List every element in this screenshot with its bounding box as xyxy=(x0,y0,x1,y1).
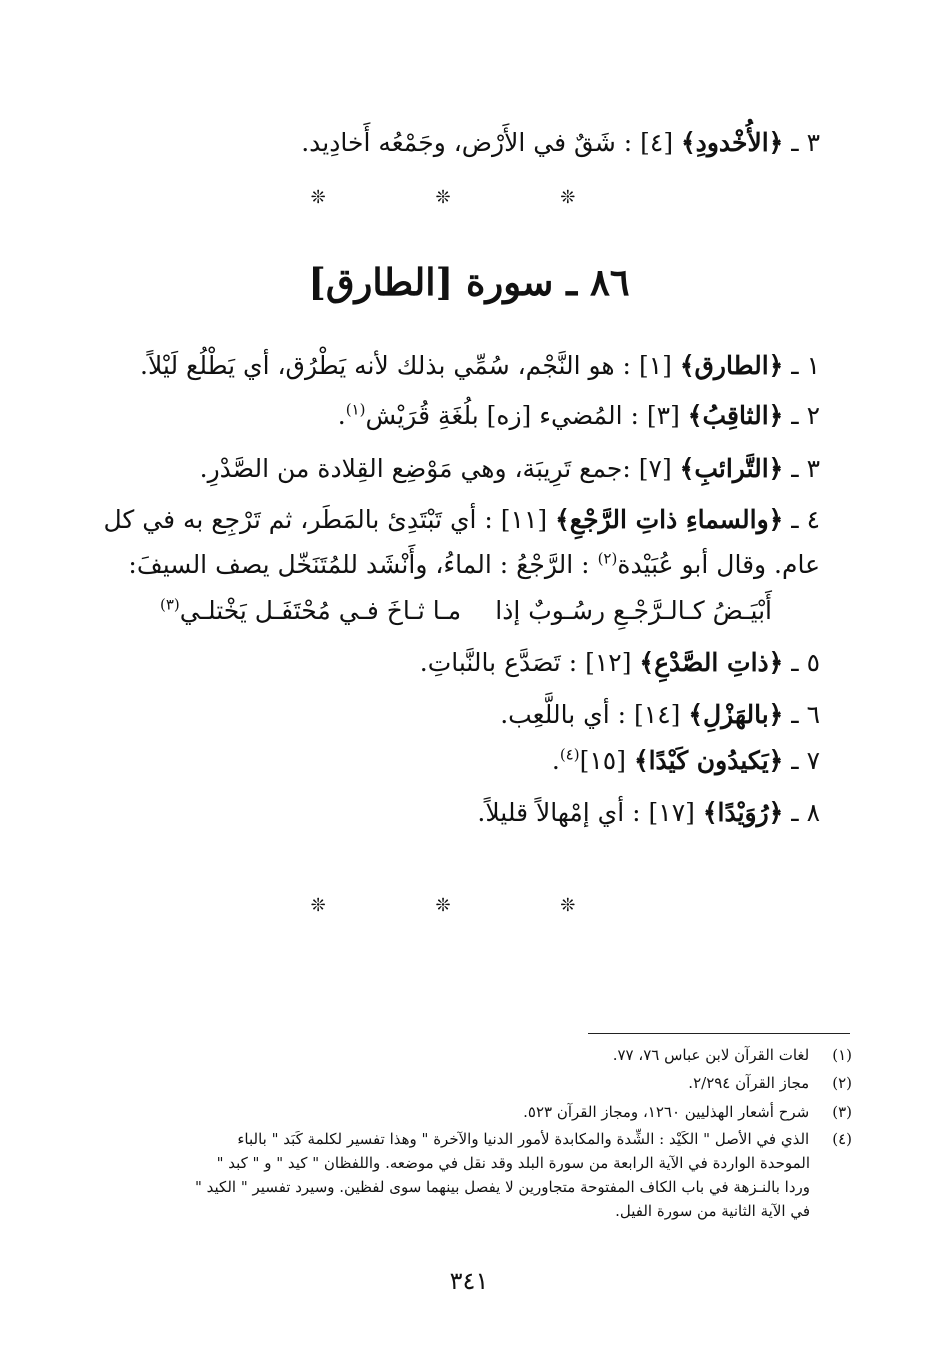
entry-text: :جمع تَرِيبَة، وهي مَوْضِع القِلادة من الصَّدْرِ. xyxy=(199,454,631,483)
footnote xyxy=(90,1044,852,1066)
poem-verse xyxy=(160,594,772,628)
footnote-continuation: في الآية الثانية من سورة الفيل. xyxy=(615,1202,810,1220)
footnote xyxy=(90,1101,852,1123)
verse-ref: [٤] xyxy=(640,128,674,157)
footnote-text: شرح أشعار الهذليين ١٢٦٠، ومجاز القرآن ٥٢٣. xyxy=(523,1103,810,1121)
quran-term: ﴿الثاقِبُ﴾ xyxy=(687,401,784,430)
entry-text: : هو النَّجْم، سُمِّي بذلك لأنه يَطْرُق، أي يَطْلُع لَيْلاً. xyxy=(140,351,631,380)
footnote-marker: (٣) xyxy=(160,595,180,614)
entry-line xyxy=(110,698,820,732)
section-separator: ❊ ❊ ❊ xyxy=(310,187,628,208)
footnote-continuation: الموحدة الواردة في الآية الرابعة من سورة البلد وقد نقل في موضعه. واللفظان " كيد " و " كبد " xyxy=(216,1154,810,1172)
entry-number: ٧ ـ xyxy=(791,746,820,775)
footnote xyxy=(90,1128,852,1150)
entry-line xyxy=(110,126,820,160)
entry-number: ٤ ـ xyxy=(791,505,820,534)
poem-hemistich-first: أَبْيَـضُ كـالـرَّجْـعِ رسُـوبٌ إذا xyxy=(495,596,772,625)
verse-ref: [١٢] xyxy=(585,648,632,677)
entry-number: ١ ـ xyxy=(791,351,820,380)
verse-ref: [٣] xyxy=(646,401,680,430)
footnote-number: (٤) xyxy=(832,1130,852,1148)
quran-term: ﴿والسماءِ ذاتِ الرَّجْعِ﴾ xyxy=(555,505,784,534)
verse-ref: [١] xyxy=(638,351,672,380)
entry-tail: . xyxy=(337,401,346,430)
entry-number: ٦ ـ xyxy=(791,700,820,729)
entry-text: : أي باللَّعِب. xyxy=(500,700,627,729)
footnote-number: (٣) xyxy=(832,1103,852,1121)
entry-line xyxy=(110,796,820,830)
entry-line xyxy=(110,452,820,486)
entry-line xyxy=(110,349,820,383)
quran-term: ﴿رُوَيْدًا﴾ xyxy=(702,798,784,827)
footnote-divider xyxy=(588,1033,850,1034)
poem-hemistich-text: مـا ثـاخَ فـي مُحْتَفَـل يَخْتلـي xyxy=(179,596,462,625)
entry-text: : شَقٌ في الأَرْض، وجَمْعُه أَخادِيد. xyxy=(301,128,633,157)
footnote-marker: (١) xyxy=(345,400,366,419)
quran-term: ﴿التَّرائبِ﴾ xyxy=(679,454,784,483)
entry-line xyxy=(110,744,820,778)
section-separator: ❊ ❊ ❊ xyxy=(310,895,628,916)
verse-ref: [١٧] xyxy=(648,798,695,827)
quran-term: ﴿الأُخْدودِ﴾ xyxy=(681,128,784,157)
verse-ref: [١١] xyxy=(500,505,548,534)
entry-line xyxy=(104,503,820,537)
entry-tail: . xyxy=(551,746,560,775)
verse-ref: [٧] xyxy=(638,454,672,483)
entry-number: ٥ ـ xyxy=(791,648,820,677)
entry-number: ٨ ـ xyxy=(791,798,820,827)
footnote-text: مجاز القرآن ٢/٢٩٤. xyxy=(688,1074,810,1092)
entry-text: عام. وقال أبو عُبَيْدة xyxy=(617,550,820,579)
entry-number: ٢ ـ xyxy=(791,401,820,430)
entry-text: : تَصَدَّع بالنَّباتِ. xyxy=(419,648,578,677)
quran-term: ﴿الطارق﴾ xyxy=(679,351,784,380)
entry-number: ٣ ـ xyxy=(791,128,820,157)
footnote-number: (٢) xyxy=(832,1074,852,1092)
entry-text: : الرَّجْعُ : الماءُ، وأَنْشَد للمُتَنَخّل يصف السيفَ: xyxy=(128,550,590,579)
verse-ref: [١٤] xyxy=(634,700,681,729)
quran-term: ﴿ذاتِ الصَّدْعِ﴾ xyxy=(639,648,784,677)
footnote-continuation: وردا بالنـزهة في باب الكاف المفتوحة متجاورين لا يفصل بينهما سوى لفظين. وسيرد تفسير " الكيد " xyxy=(194,1178,810,1196)
footnote-number: (١) xyxy=(832,1046,852,1064)
entry-line xyxy=(110,399,820,433)
entry-text: : أي إمْهالاً قليلاً. xyxy=(477,798,641,827)
surah-heading: ٨٦ ـ سورة [الطارق] xyxy=(308,260,630,304)
entry-continuation xyxy=(20,548,820,582)
footnote xyxy=(90,1072,852,1094)
footnote-text: الذي في الأصل " الكَيْد : الشِّدة والمكابدة لأمور الدنيا والآخرة " وهذا تفسير لكلمة كَبَد " بالباء xyxy=(237,1130,810,1148)
entry-number: ٣ ـ xyxy=(791,454,820,483)
poem-hemistich-second xyxy=(160,594,461,628)
entry-text: : المُضيء [زه] بلُغَةِ قُرَيْش xyxy=(365,401,639,430)
footnote-text: لغات القرآن لابن عباس ٧٦، ٧٧. xyxy=(612,1046,810,1064)
entry-text: : أي تَبْتَدِئ بالمَطَر، ثم تَرْجِع به في كل xyxy=(103,505,493,534)
page-number: ٣٤١ xyxy=(449,1267,489,1295)
footnote-marker: (٢) xyxy=(597,549,618,568)
verse-ref: [١٥] xyxy=(579,746,626,775)
entry-line xyxy=(110,646,820,680)
footnote-marker: (٤) xyxy=(559,745,580,764)
quran-term: ﴿يَكيدُون كَيْدًا﴾ xyxy=(633,746,784,775)
quran-term: ﴿بالهَزْلِ﴾ xyxy=(688,700,784,729)
